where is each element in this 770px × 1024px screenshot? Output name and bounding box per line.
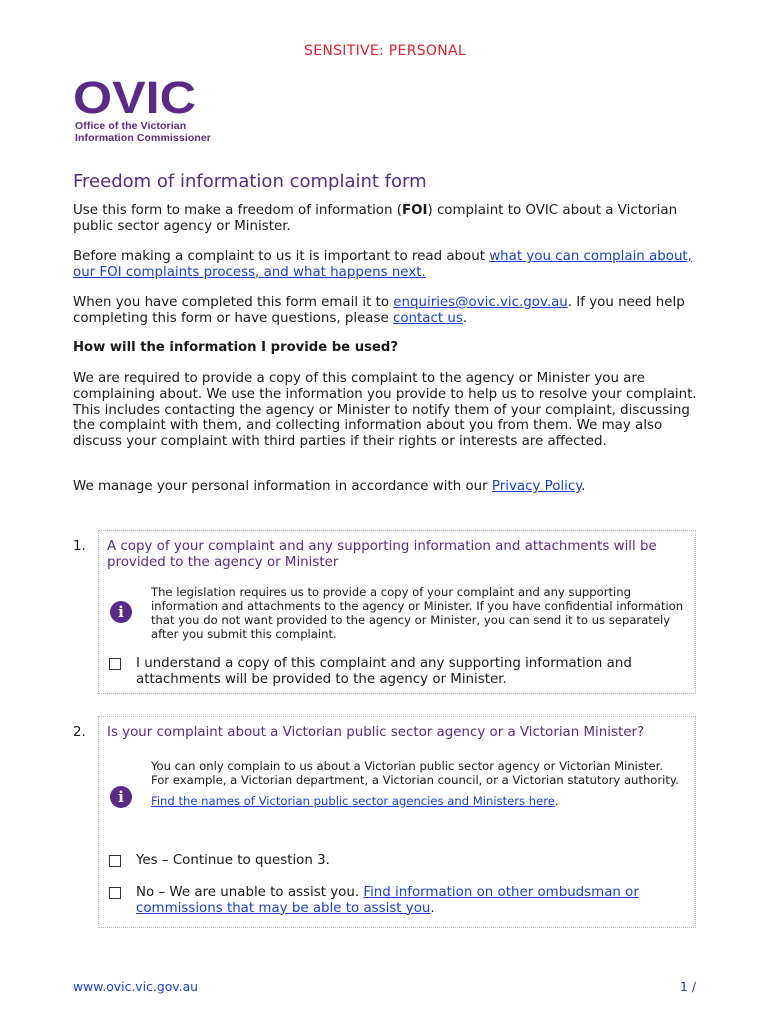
q2-yes-checkbox[interactable] [109, 855, 121, 867]
intro-foi: FOI [401, 203, 428, 218]
footer-website-link[interactable]: www.ovic.vic.gov.au [73, 979, 199, 994]
q1-acknowledge-label: I understand a copy of this complaint and any supporting information and attachments will be provided to the agency or Minister. [136, 656, 632, 687]
logo-subtitle [75, 120, 211, 144]
q1-question: A copy of your complaint and any supporting information and attachments will be provided to the agency or Minister [107, 539, 657, 570]
q2-no-pre: No – We are unable to assist you. [136, 885, 364, 900]
enquiries-email-link[interactable]: enquiries@ovic.vic.gov.au [393, 295, 568, 310]
q2-note-line-2: For example, a Victorian department, a Victorian council, or a Victorian statutory authority. [151, 773, 679, 787]
privacy-paragraph [73, 479, 698, 495]
privacy-policy-link[interactable]: Privacy Policy [491, 479, 582, 494]
page-number: 1 / [680, 979, 696, 994]
logo-line-2: Information Commissioner [75, 132, 211, 144]
q2-no-checkbox[interactable] [109, 887, 121, 899]
svg-text:OVIC: OVIC [73, 78, 196, 116]
q2-note-link-row [151, 794, 686, 808]
info-use-heading: How will the information I provide be used? [73, 340, 398, 355]
info-use-paragraph: We are required to provide a copy of this complaint to the agency or Minister you are complaining about. We use the information you provide to help us to resolve your complaint. This includes contacting the agency or Minister to notify them of your complaint, discussing the complaint with them, and collecting information about you from them. We may also discuss your complaint with third parties if their rights or interests are affected. [73, 371, 697, 450]
other-ombudsman-link[interactable]: Find information on other ombudsman or commissions that may be able to assist you [136, 885, 639, 916]
form-title: Freedom of information complaint form [73, 171, 427, 192]
ovic-logo [73, 78, 253, 144]
before-paragraph [73, 249, 698, 281]
q2-no-label [136, 885, 691, 917]
intro-post: ) complaint to OVIC about a Victorian public sector agency or Minister. [73, 203, 678, 234]
q1-acknowledge-checkbox[interactable] [109, 658, 121, 670]
q2-question: Is your complaint about a Victorian public sector agency or a Victorian Minister? [107, 725, 645, 740]
q2-number: 2. [73, 725, 86, 740]
classification-label: SENSITIVE: PERSONAL [304, 43, 466, 59]
q2-note-link-post: . [554, 794, 559, 808]
q2-no-post: . [430, 900, 435, 916]
email-paragraph [73, 295, 698, 327]
intro-pre: Use this form to make a freedom of information ( [73, 203, 402, 218]
complaint-process-link[interactable]: what you can complain about, our FOI complaints process, and what happens next. [73, 249, 692, 280]
q1-note: The legislation requires us to provide a copy of your complaint and any supporting information and attachments to the agency or Minister. If you have confidential information that you do not want provided to the agency or Minister, you can send it to us separately after you submit this complaint. [151, 585, 684, 641]
info-icon: i [110, 601, 132, 623]
privacy-post: . [581, 479, 586, 494]
contact-us-link[interactable]: contact us [392, 310, 463, 326]
logo-line-1: Office of the Victorian [75, 120, 187, 132]
info-icon: i [110, 786, 132, 808]
before-text: Before making a complaint to us it is important to read about [73, 249, 490, 264]
email-pre: When you have completed this form email it to [73, 295, 394, 310]
privacy-pre: We manage your personal information in accordance with our [73, 479, 492, 494]
q1-number: 1. [73, 539, 86, 554]
agencies-list-link[interactable]: Find the names of Victorian public sector agencies and Ministers here [151, 794, 555, 808]
q2-note-line-1: You can only complain to us about a Victorian public sector agency or Victorian Minister. [151, 759, 664, 773]
intro-paragraph [73, 203, 698, 235]
q2-yes-label: Yes – Continue to question 3. [136, 853, 330, 868]
email-mid: . If you need help completing this form or have questions, please [73, 295, 685, 326]
q2-note [151, 759, 686, 808]
ovic-wordmark [73, 78, 198, 116]
email-post: . [462, 310, 468, 326]
